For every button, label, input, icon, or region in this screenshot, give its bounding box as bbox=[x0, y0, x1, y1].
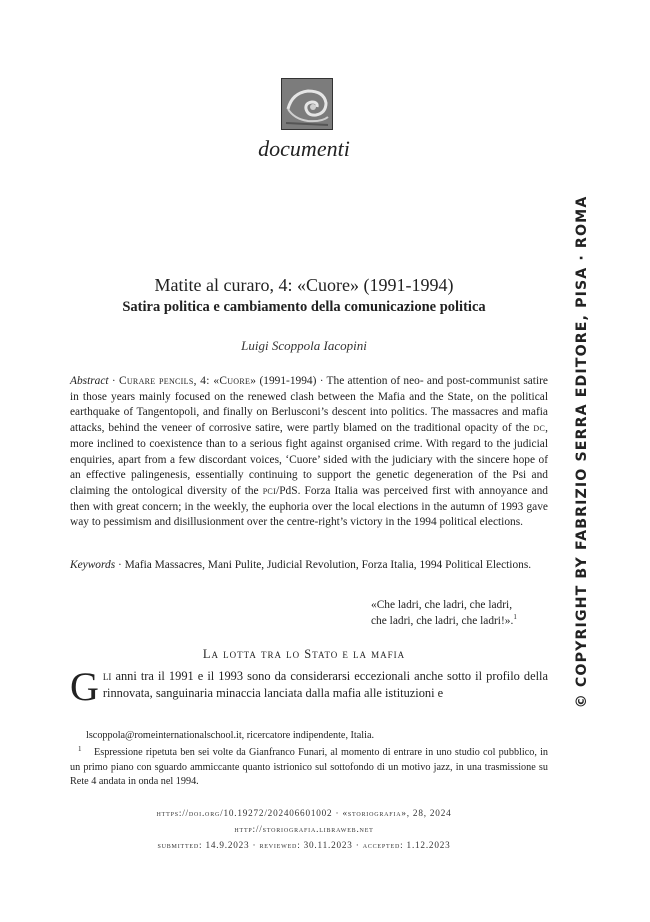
abstract-dc: dc bbox=[533, 422, 546, 435]
doi-line[interactable]: https://doi.org/10.19272/202406601002 · «storiografia», 28, 2024 bbox=[156, 808, 452, 818]
abstract-paragraph bbox=[70, 374, 548, 531]
keywords-label: Keywords bbox=[70, 559, 116, 571]
abstract-text-2: , more inclined to coexistence than to a serious fight against organised crime. With regard to the judicial enquiries, apart from a few discordant voices, ‘Cuore’ sided with the judiciary with the sincere hope of an effective palingenesis, essentially continuing to support the genetic degeneration of the Psi and claiming the ontological diversity of the bbox=[70, 422, 548, 497]
copyright-notice bbox=[567, 195, 597, 709]
epigraph-line-2: che ladri, che ladri, che ladri!». bbox=[371, 614, 514, 627]
journal-url-line[interactable]: http://storiografia.libraweb.net bbox=[234, 824, 374, 834]
abstract-title-years: (1991-1994) bbox=[256, 375, 317, 387]
abstract-english-title: Curare pencils, 4: «Cuore» bbox=[118, 375, 257, 387]
body-paragraph bbox=[70, 664, 548, 709]
publisher-logo-icon bbox=[281, 78, 333, 130]
drop-cap: G bbox=[70, 664, 99, 709]
footnote: 1 Espressione ripetuta ben sei volte da Gianfranco Funari, al momento di entrare in uno studio col pubblico, in un primo piano con sguardo ammiccante quanto istrionico sul sottofondo di un motivo jazz, in una trasmissione su Rete 4 andata in onda nel 1994. bbox=[70, 744, 548, 788]
abstract-text-1: · The attention of neo- and post-communist satire in those years mainly focused on the renewed clash between the Mafia and the State, on the political earthquake of Tangentopoli, and finally on Berlusconi’s descent into politics. The massacres and mafia attacks, behind the veneer of corrosive satire, were partly blamed on the traditional opacity of the bbox=[70, 375, 548, 435]
article-title: Matite al curaro, 4: «Cuore» (1991-1994) bbox=[154, 275, 454, 295]
copyright-text: © COPYRIGHT BY FABRIZIO SERRA EDITORE, PISA · ROMA bbox=[574, 195, 590, 709]
keywords-paragraph bbox=[70, 558, 548, 574]
author-affiliation: lscoppola@romeinternationalschool.it, ricercatore indipendente, Italia. bbox=[86, 730, 375, 741]
section-label: documenti bbox=[258, 136, 350, 161]
keywords-text: · Mafia Massacres, Mani Pulite, Judicial Revolution, Forza Italia, 1994 Political Elections. bbox=[115, 559, 532, 571]
author-name: Luigi Scoppola Iacopini bbox=[241, 338, 367, 353]
body-text: anni tra il 1991 e il 1993 sono da considerarsi eccezionali anche sotto il profilo della rinnovata, sanguinaria minaccia lanciata dalla mafia alle istituzioni e bbox=[102, 669, 548, 700]
footnote-reference[interactable]: 1 bbox=[513, 612, 517, 621]
epigraph-line-1: «Che ladri, che ladri, che ladri, bbox=[371, 599, 513, 611]
abstract-pci: pci bbox=[262, 484, 277, 497]
footnote-text: Espressione ripetuta ben sei volte da Gianfranco Funari, al momento di entrare in uno studio col pubblico, in un primo piano con sguardo ammiccante quanto istrionico sul sottofondo di un motivo jazz, in una trasmissione su Rete 4 andata in onda nel 1994. bbox=[70, 747, 548, 788]
submission-dates-line: submitted: 14.9.2023 · reviewed: 30.11.2023 · accepted: 1.12.2023 bbox=[157, 840, 451, 850]
abstract-separator: · bbox=[108, 375, 119, 387]
lead-word: li bbox=[102, 669, 112, 683]
epigraph bbox=[371, 598, 517, 629]
abstract-text-3: /PdS. Forza Italia was perceived first with annoyance and then with great concern; in the weekly, the euphoria over the local elections in the autumn of 1993 gave way to pessimism and disillusionment over the centre-right’s victory in the 1994 political elections. bbox=[70, 484, 549, 529]
article-subtitle: Satira politica e cambiamento della comunicazione politica bbox=[122, 299, 486, 315]
abstract-label: Abstract bbox=[70, 375, 109, 387]
section-heading: La lotta tra lo Stato e la mafia bbox=[202, 647, 406, 661]
